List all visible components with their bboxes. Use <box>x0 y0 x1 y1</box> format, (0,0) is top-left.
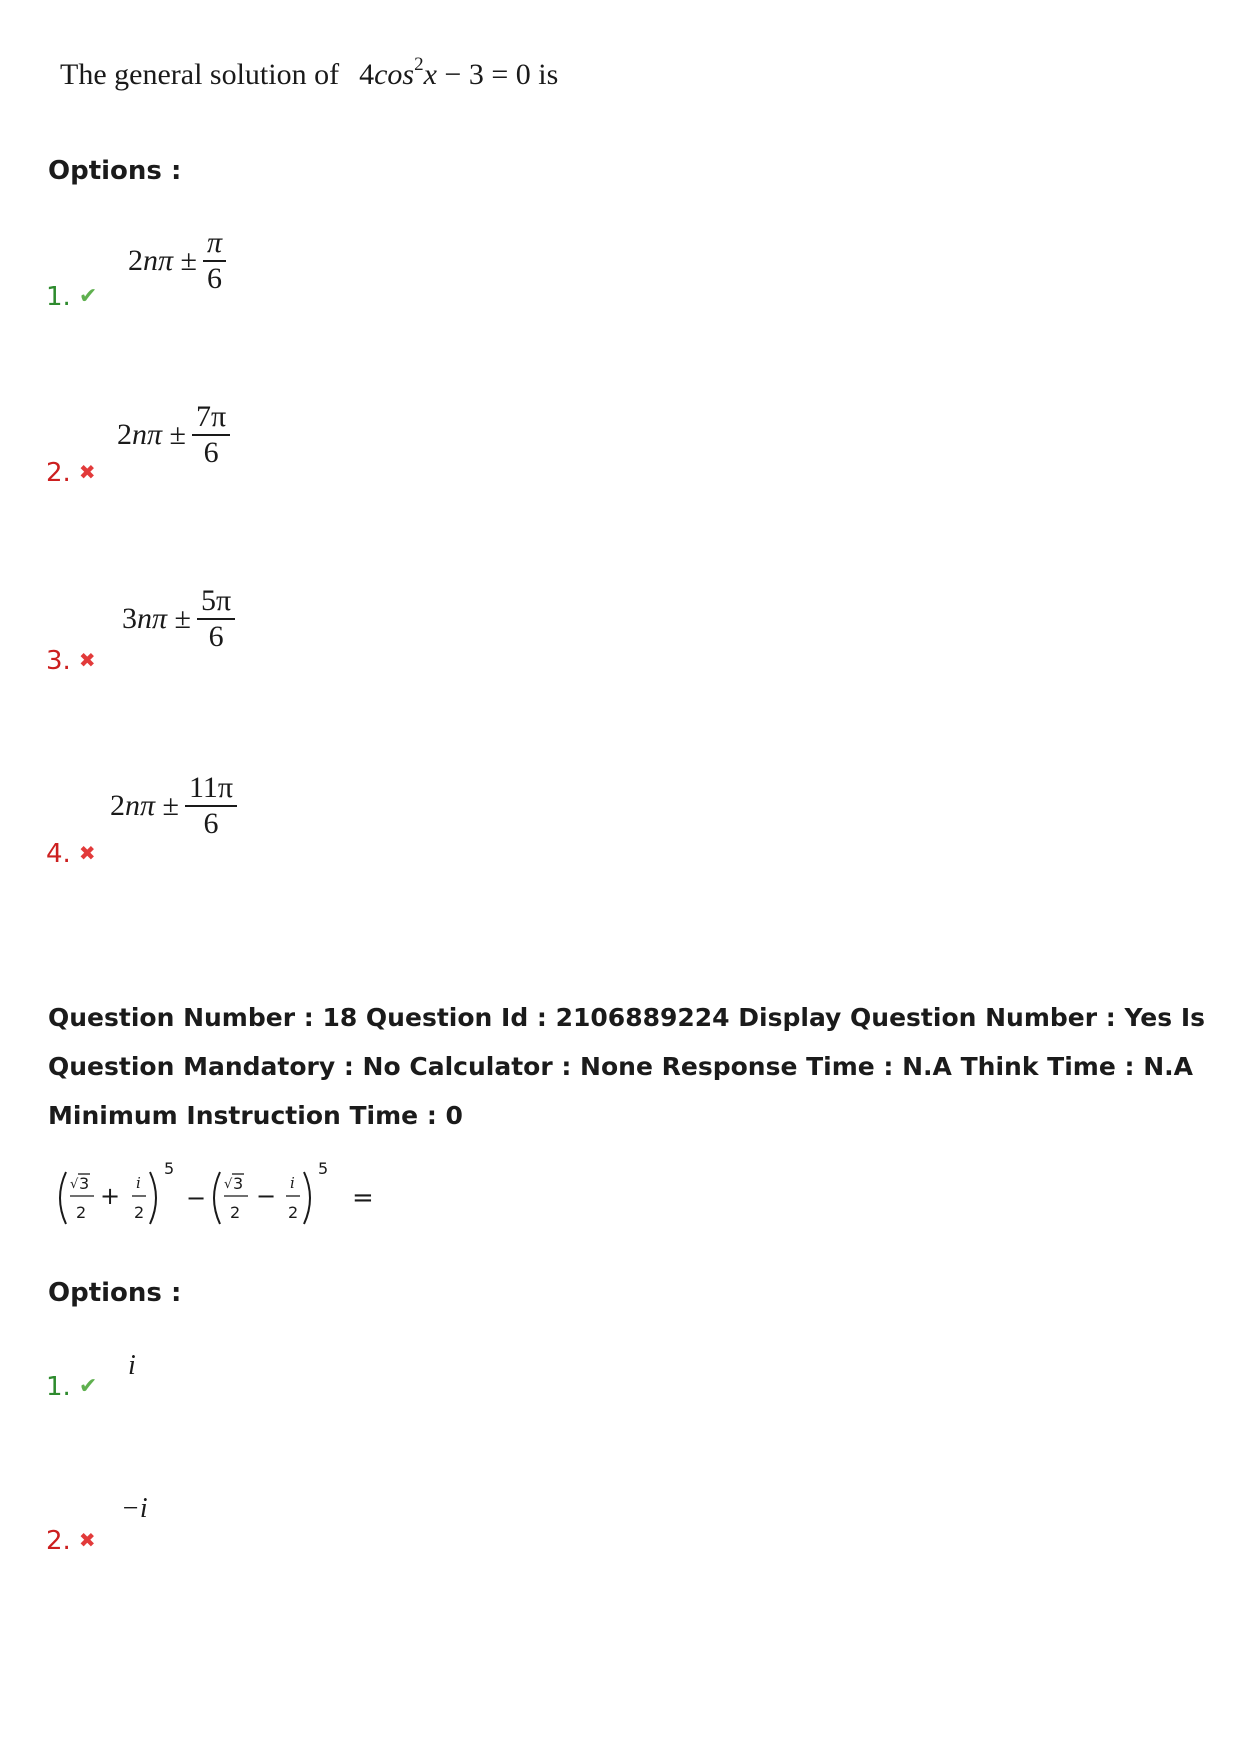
q1-option-2-number: 2. ✖ <box>46 458 96 488</box>
q2-formula <box>52 1160 392 1230</box>
stem-rest: − 3 = 0 <box>444 58 531 91</box>
denominator: 2 <box>76 1203 87 1222</box>
imag: i <box>290 1174 295 1192</box>
q1-option-4-number: 4. ✖ <box>46 839 96 869</box>
cross-icon: ✖ <box>78 1528 96 1552</box>
q2-option-2-number: 2. ✖ <box>46 1526 96 1556</box>
exponent: 5 <box>318 1159 329 1178</box>
denominator: 6 <box>208 619 224 653</box>
denominator: 2 <box>230 1203 241 1222</box>
stem-suffix: is <box>538 58 559 91</box>
fraction <box>185 771 237 841</box>
plus-minus: ± <box>174 601 191 635</box>
q2-option-2-value: −i <box>121 1493 148 1524</box>
denominator: 6 <box>207 261 223 295</box>
variable: nπ <box>125 788 156 822</box>
options-label: Options : <box>48 156 182 186</box>
q1-option-1-number: 1. ✔ <box>46 282 98 312</box>
numerator: 11π <box>189 771 234 804</box>
variable: nπ <box>143 243 174 277</box>
fraction <box>197 584 235 654</box>
fraction <box>192 400 230 470</box>
coeff: 2 <box>117 417 132 451</box>
plus-minus: ± <box>180 243 197 277</box>
sqrt-sign: √ <box>70 1177 79 1192</box>
cross-icon: ✖ <box>78 648 96 672</box>
q1-option-3-formula <box>122 584 235 654</box>
stem-text: The general solution of <box>60 58 340 91</box>
options-label: Options : <box>48 1278 182 1308</box>
equals-sign: = <box>352 1183 374 1213</box>
question-1-stem <box>60 54 559 92</box>
sqrt-sign: √ <box>224 1177 233 1192</box>
right-paren <box>304 1172 310 1224</box>
stem-exp: 2 <box>414 54 424 75</box>
minus-sign: − <box>186 1184 207 1212</box>
numerator: 7π <box>196 400 227 433</box>
coeff: 2 <box>128 243 143 277</box>
cross-icon: ✖ <box>78 460 96 484</box>
q1-option-1-formula <box>128 226 226 296</box>
numerator: 5π <box>201 584 232 617</box>
right-paren <box>150 1172 156 1224</box>
q1-option-2-formula <box>117 400 230 470</box>
left-paren <box>60 1172 66 1224</box>
denominator: 2 <box>288 1203 299 1222</box>
numerator: π <box>207 226 223 259</box>
question-meta: Question Number : 18 Question Id : 2106889224 Display Question Number : Yes Is Question Mandatory : No Calculator : None Response Time : N.A Think Time : N.A Minimum Instruction Time : 0 <box>48 1003 1206 1130</box>
plus-minus: ± <box>162 788 179 822</box>
left-paren <box>214 1172 220 1224</box>
variable: nπ <box>132 417 163 451</box>
radicand: 3 <box>79 1174 90 1193</box>
plus-minus: ± <box>169 417 186 451</box>
imag: i <box>136 1174 141 1192</box>
minus-sign: − <box>256 1182 277 1210</box>
stem-func: cos <box>374 58 415 91</box>
q2-option-1-value: i <box>128 1350 136 1381</box>
check-icon: ✔ <box>78 1374 98 1399</box>
q1-option-3-number: 3. ✖ <box>46 646 96 676</box>
cross-icon: ✖ <box>78 841 96 865</box>
q1-option-4-formula <box>110 771 237 841</box>
question-2-stem <box>52 1160 392 1230</box>
q2-option-1-number: 1. ✔ <box>46 1372 98 1402</box>
check-icon: ✔ <box>78 284 98 309</box>
exponent: 5 <box>164 1159 175 1178</box>
denominator: 2 <box>134 1203 145 1222</box>
denominator: 6 <box>203 435 219 469</box>
denominator: 6 <box>203 806 219 840</box>
coeff: 3 <box>122 601 137 635</box>
stem-var: x <box>423 58 437 91</box>
plus-sign: + <box>100 1182 121 1210</box>
radicand: 3 <box>233 1174 244 1193</box>
variable: nπ <box>137 601 168 635</box>
fraction <box>203 226 226 296</box>
stem-coeff: 4 <box>359 58 375 91</box>
coeff: 2 <box>110 788 125 822</box>
